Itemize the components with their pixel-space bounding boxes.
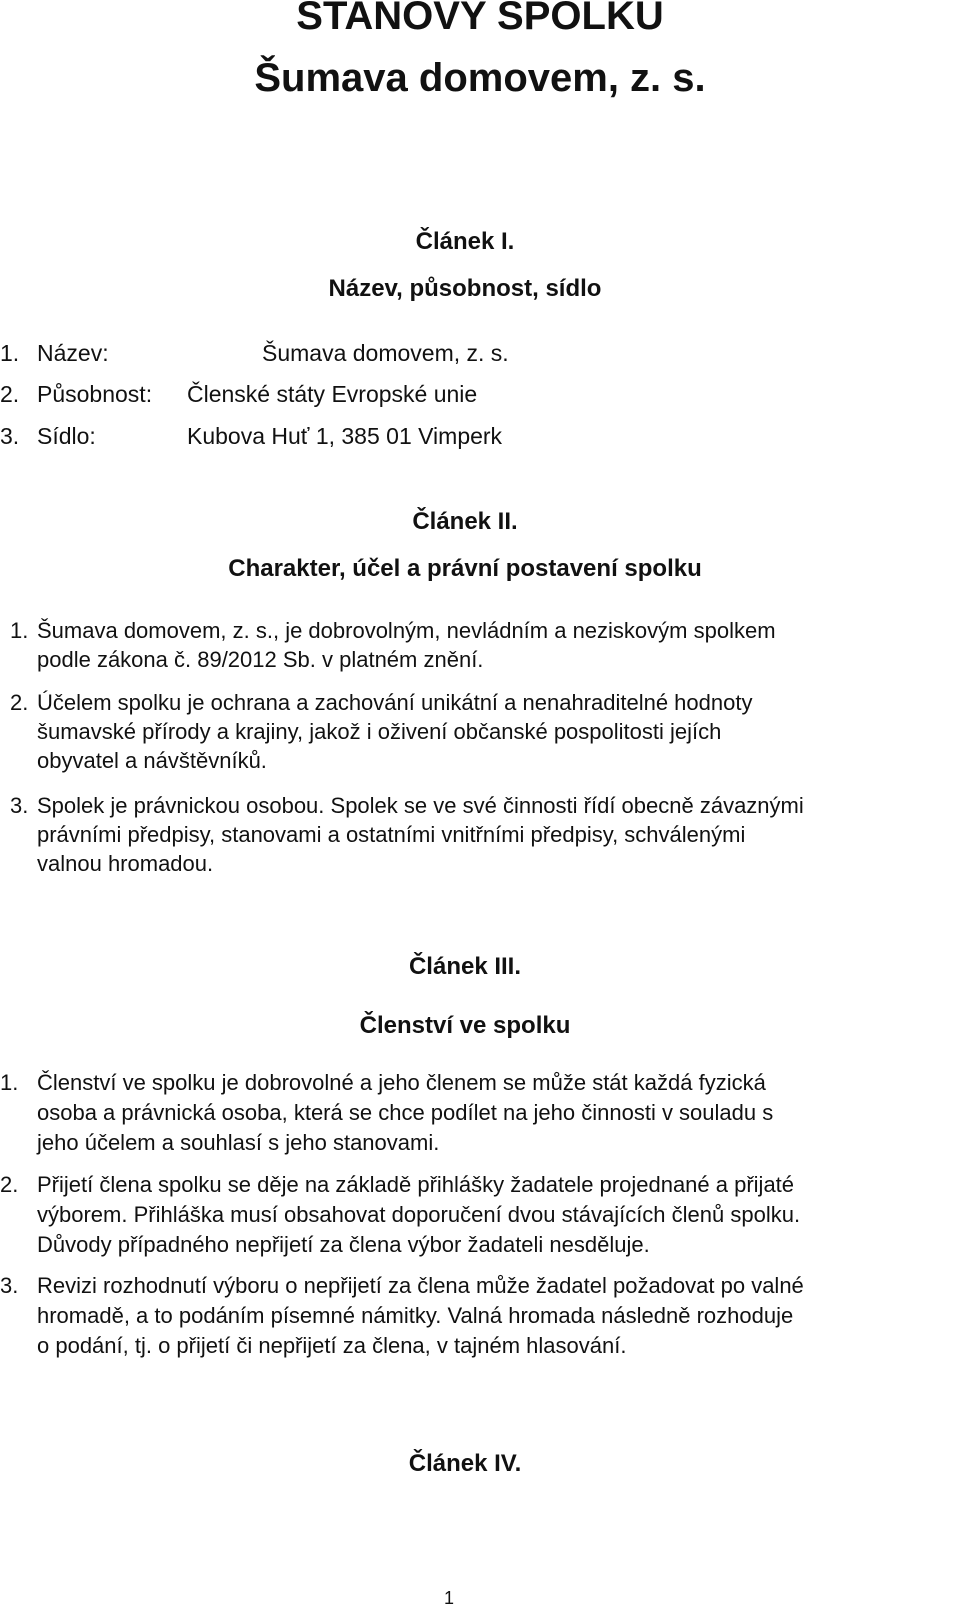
item-line: jeho účelem a souhlasí s jeho stanovami. [37,1130,440,1155]
item-number: 2. [10,690,29,715]
item-number: 2. [0,1172,19,1197]
item-line: o podání, tj. o přijetí či nepřijetí za člena, v tajném hlasování. [37,1333,627,1358]
item-line: Účelem spolku je ochrana a zachování unikátní a nenahraditelné hodnoty [37,690,753,715]
item-line: výborem. Přihláška musí obsahovat doporučení dvou stávajících členů spolku. [37,1202,801,1227]
article-1-number: Článek I. [415,228,515,255]
item-line: obyvatel a návštěvníků. [37,748,267,773]
item-line: Spolek je právnickou osobou. Spolek se ve své činnosti řídí obecně závaznými [37,793,804,818]
item-line: Revizi rozhodnutí výboru o nepřijetí za člena může žadatel požadovat po valné [37,1273,804,1298]
item-line: valnou hromadou. [37,851,214,876]
item-label: Působnost: [37,381,153,407]
item-value: Šumava domovem, z. s. [262,340,509,366]
article-2-number: Článek II. [412,508,518,535]
item-label: Název: [37,340,109,366]
article-1-heading: Název, působnost, sídlo [328,275,602,302]
item-number: 3. [0,1273,19,1298]
association-name: Šumava domovem, z. s. [254,56,706,100]
article-4-number: Článek IV. [408,1450,522,1477]
item-label: Sídlo: [37,423,96,449]
item-line: Důvody případného nepřijetí za člena výbor žadateli nesděluje. [37,1232,650,1257]
item-line: podle zákona č. 89/2012 Sb. v platném znění. [37,647,484,672]
item-number: 3. [0,423,20,449]
item-line: Přijetí člena spolku se děje na základě přihlášky žadatele projednané a přijaté [37,1172,795,1197]
article-3-number: Článek III. [408,953,522,980]
item-number: 3. [10,793,29,818]
article-2-heading: Charakter, účel a právní postavení spolku [228,555,702,582]
item-number: 1. [10,618,29,643]
item-line: Členství ve spolku je dobrovolné a jeho členem se může stát každá fyzická [37,1070,766,1095]
document-title: STANOVY SPOLKU [296,0,664,38]
item-value: Členské státy Evropské unie [187,381,478,407]
page-number: 1 [443,1588,454,1608]
item-number: 1. [0,340,20,366]
article-3-heading: Členství ve spolku [359,1012,571,1039]
item-number: 1. [0,1070,19,1095]
item-line: Šumava domovem, z. s., je dobrovolným, nevládním a neziskovým spolkem [37,618,776,643]
item-line: právními předpisy, stanovami a ostatními vnitřními předpisy, schválenými [37,822,746,847]
item-line: šumavské přírody a krajiny, jakož i oživení občanské pospolitosti jejích [37,719,722,744]
item-number: 2. [0,381,20,407]
item-line: hromadě, a to podáním písemné námitky. Valná hromada následně rozhoduje [37,1303,794,1328]
item-value: Kubova Huť 1, 385 01 Vimperk [187,423,503,449]
item-line: osoba a právnická osoba, která se chce podílet na jeho činnosti v souladu s [37,1100,774,1125]
